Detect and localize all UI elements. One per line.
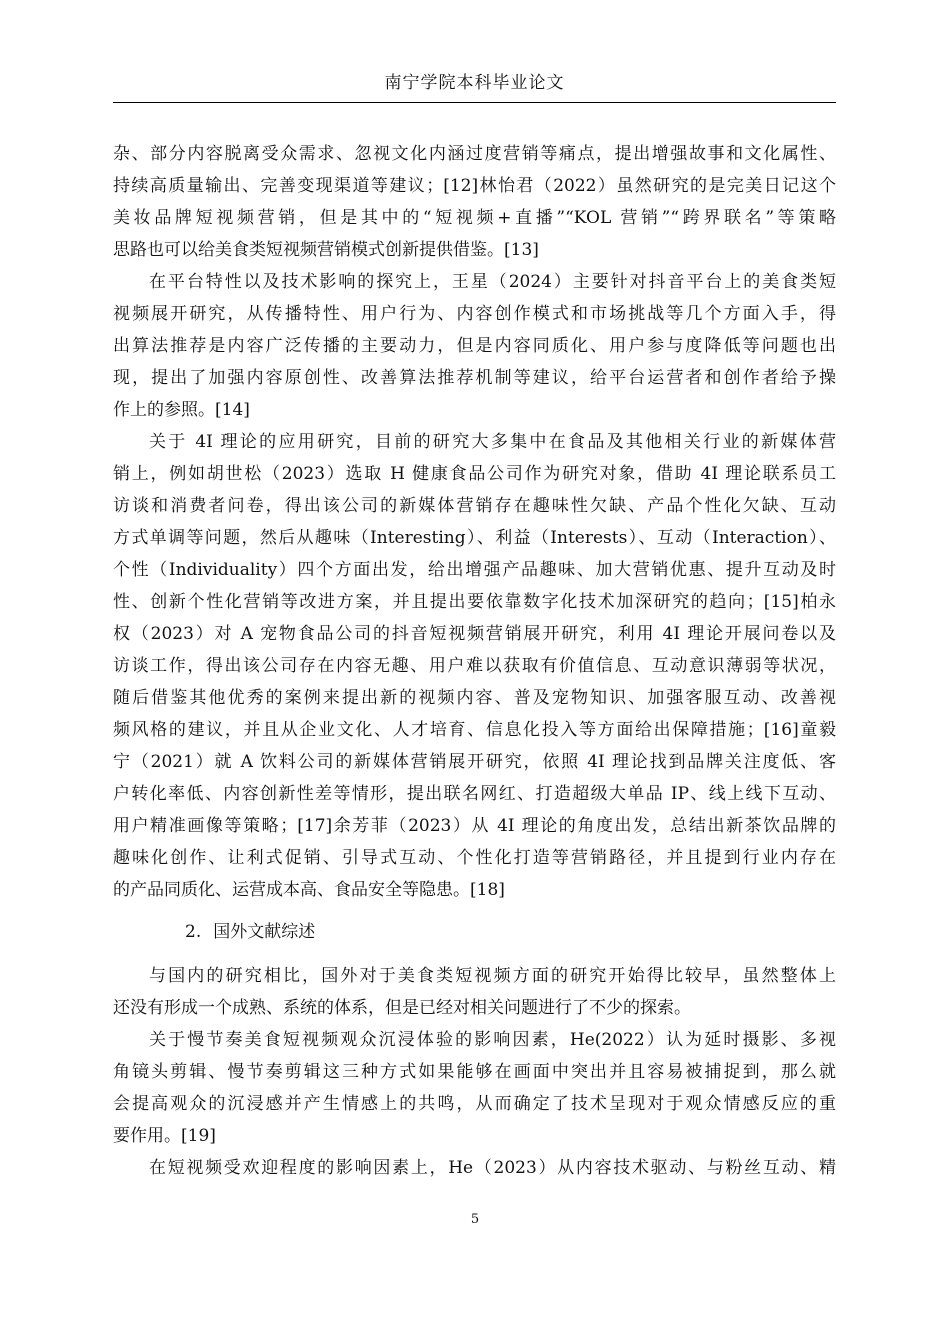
text-line: 作上的参照。[14]: [113, 400, 250, 420]
text-line: 销上，例如胡世松（2023）选取 H 健康食品公司作为研究对象，借助 4I 理论联系员工: [113, 464, 836, 484]
paragraph: [113, 1024, 836, 1152]
section-title: 国外文献综述: [213, 922, 316, 942]
text-line: 频风格的建议，并且从企业文化、人才培育、信息化投入等方面给出保障措施；[16]童毅: [113, 720, 836, 740]
text-line: 思路也可以给美食类短视频营销模式创新提供借鉴。[13]: [113, 240, 539, 260]
text-line: 要作用。[19]: [113, 1126, 216, 1146]
text-line: 趣味化创作、让利式促销、引导式互动、个性化打造等营销路径，并且提到行业内存在: [113, 848, 836, 868]
text-line: 户转化率低、内容创新性差等情形，提出联名网红、打造超级大单品 IP、线上线下互动、: [113, 784, 836, 804]
text-line: 关于慢节奏美食短视频观众沉浸体验的影响因素，He(2022）认为延时摄影、多视: [149, 1030, 836, 1050]
text-line: 用户精准画像等策略；[17]余芳菲（2023）从 4I 理论的角度出发，总结出新茶饮品牌的: [113, 816, 836, 836]
page-number: 5: [470, 1212, 480, 1227]
text-line: 的产品同质化、运营成本高、食品安全等隐患。[18]: [113, 880, 505, 900]
text-line: 权（2023）对 A 宠物食品公司的抖音短视频营销展开研究，利用 4I 理论开展问卷以及: [113, 624, 836, 644]
paragraph: [113, 426, 836, 906]
paragraph: [113, 266, 836, 426]
header-title: 南宁学院本科毕业论文: [384, 73, 565, 93]
paragraph: [113, 1152, 836, 1184]
text-line: 关于 4I 理论的应用研究，目前的研究大多集中在食品及其他相关行业的新媒体营: [149, 432, 836, 452]
text-line: 杂、部分内容脱离受众需求、忽视文化内涵过度营销等痛点，提出增强故事和文化属性、: [113, 144, 836, 164]
text-line: 个性（Individuality）四个方面出发，给出增强产品趣味、加大营销优惠、提升互动及时: [113, 560, 836, 580]
section-number: 2.: [185, 922, 202, 942]
text-line: 在平台特性以及技术影响的探究上，王星（2024）主要针对抖音平台上的美食类短: [149, 272, 836, 292]
document-body: [113, 138, 836, 1184]
text-line: 角镜头剪辑、慢节奏剪辑这三种方式如果能够在画面中突出并且容易被捕捉到，那么就: [113, 1062, 836, 1082]
text-line: 宁（2021）就 A 饮料公司的新媒体营销展开研究，依照 4I 理论找到品牌关注度低、客: [113, 752, 836, 772]
section-heading: [113, 916, 836, 948]
text-line: 美妆品牌短视频营销，但是其中的“短视频+直播”“KOL 营销”“跨界联名”等策略: [113, 208, 836, 228]
text-line: 随后借鉴其他优秀的案例来提出新的视频内容、普及宠物知识、加强客服互动、改善视: [113, 688, 836, 708]
text-line: 出算法推荐是内容广泛传播的主要动力，但是内容同质化、用户参与度降低等问题也出: [113, 336, 836, 356]
page-header: [113, 64, 836, 103]
text-line: 视频展开研究，从传播特性、用户行为、内容创作模式和市场挑战等几个方面入手，得: [113, 304, 836, 324]
text-line: 持续高质量输出、完善变现渠道等建议；[12]林怡君（2022）虽然研究的是完美日记这个: [113, 176, 836, 196]
text-line: 访谈和消费者问卷，得出该公司的新媒体营销存在趣味性欠缺、产品个性化欠缺、互动: [113, 496, 836, 516]
paragraph: [113, 960, 836, 1024]
text-line: 现，提出了加强内容原创性、改善算法推荐机制等建议，给平台运营者和创作者给予操: [113, 368, 836, 388]
text-line: 与国内的研究相比，国外对于美食类短视频方面的研究开始得比较早，虽然整体上: [149, 966, 836, 986]
text-line: 访谈工作，得出该公司存在内容无趣、用户难以获取有价值信息、互动意识薄弱等状况，: [113, 656, 836, 676]
paragraph: [113, 138, 836, 266]
text-line: 还没有形成一个成熟、系统的体系，但是已经对相关问题进行了不少的探索。: [113, 998, 691, 1018]
text-line: 会提高观众的沉浸感并产生情感上的共鸣，从而确定了技术呈现对于观众情感反应的重: [113, 1094, 836, 1114]
text-line: 方式单调等问题，然后从趣味（Interesting）、利益（Interests）、互动（Interaction）、: [113, 528, 836, 548]
text-line: 在短视频受欢迎程度的影响因素上，He（2023）从内容技术驱动、与粉丝互动、精: [149, 1158, 836, 1178]
text-line: 性、创新个性化营销等改进方案，并且提出要依靠数字化技术加深研究的趋向；[15]柏永: [113, 592, 836, 612]
